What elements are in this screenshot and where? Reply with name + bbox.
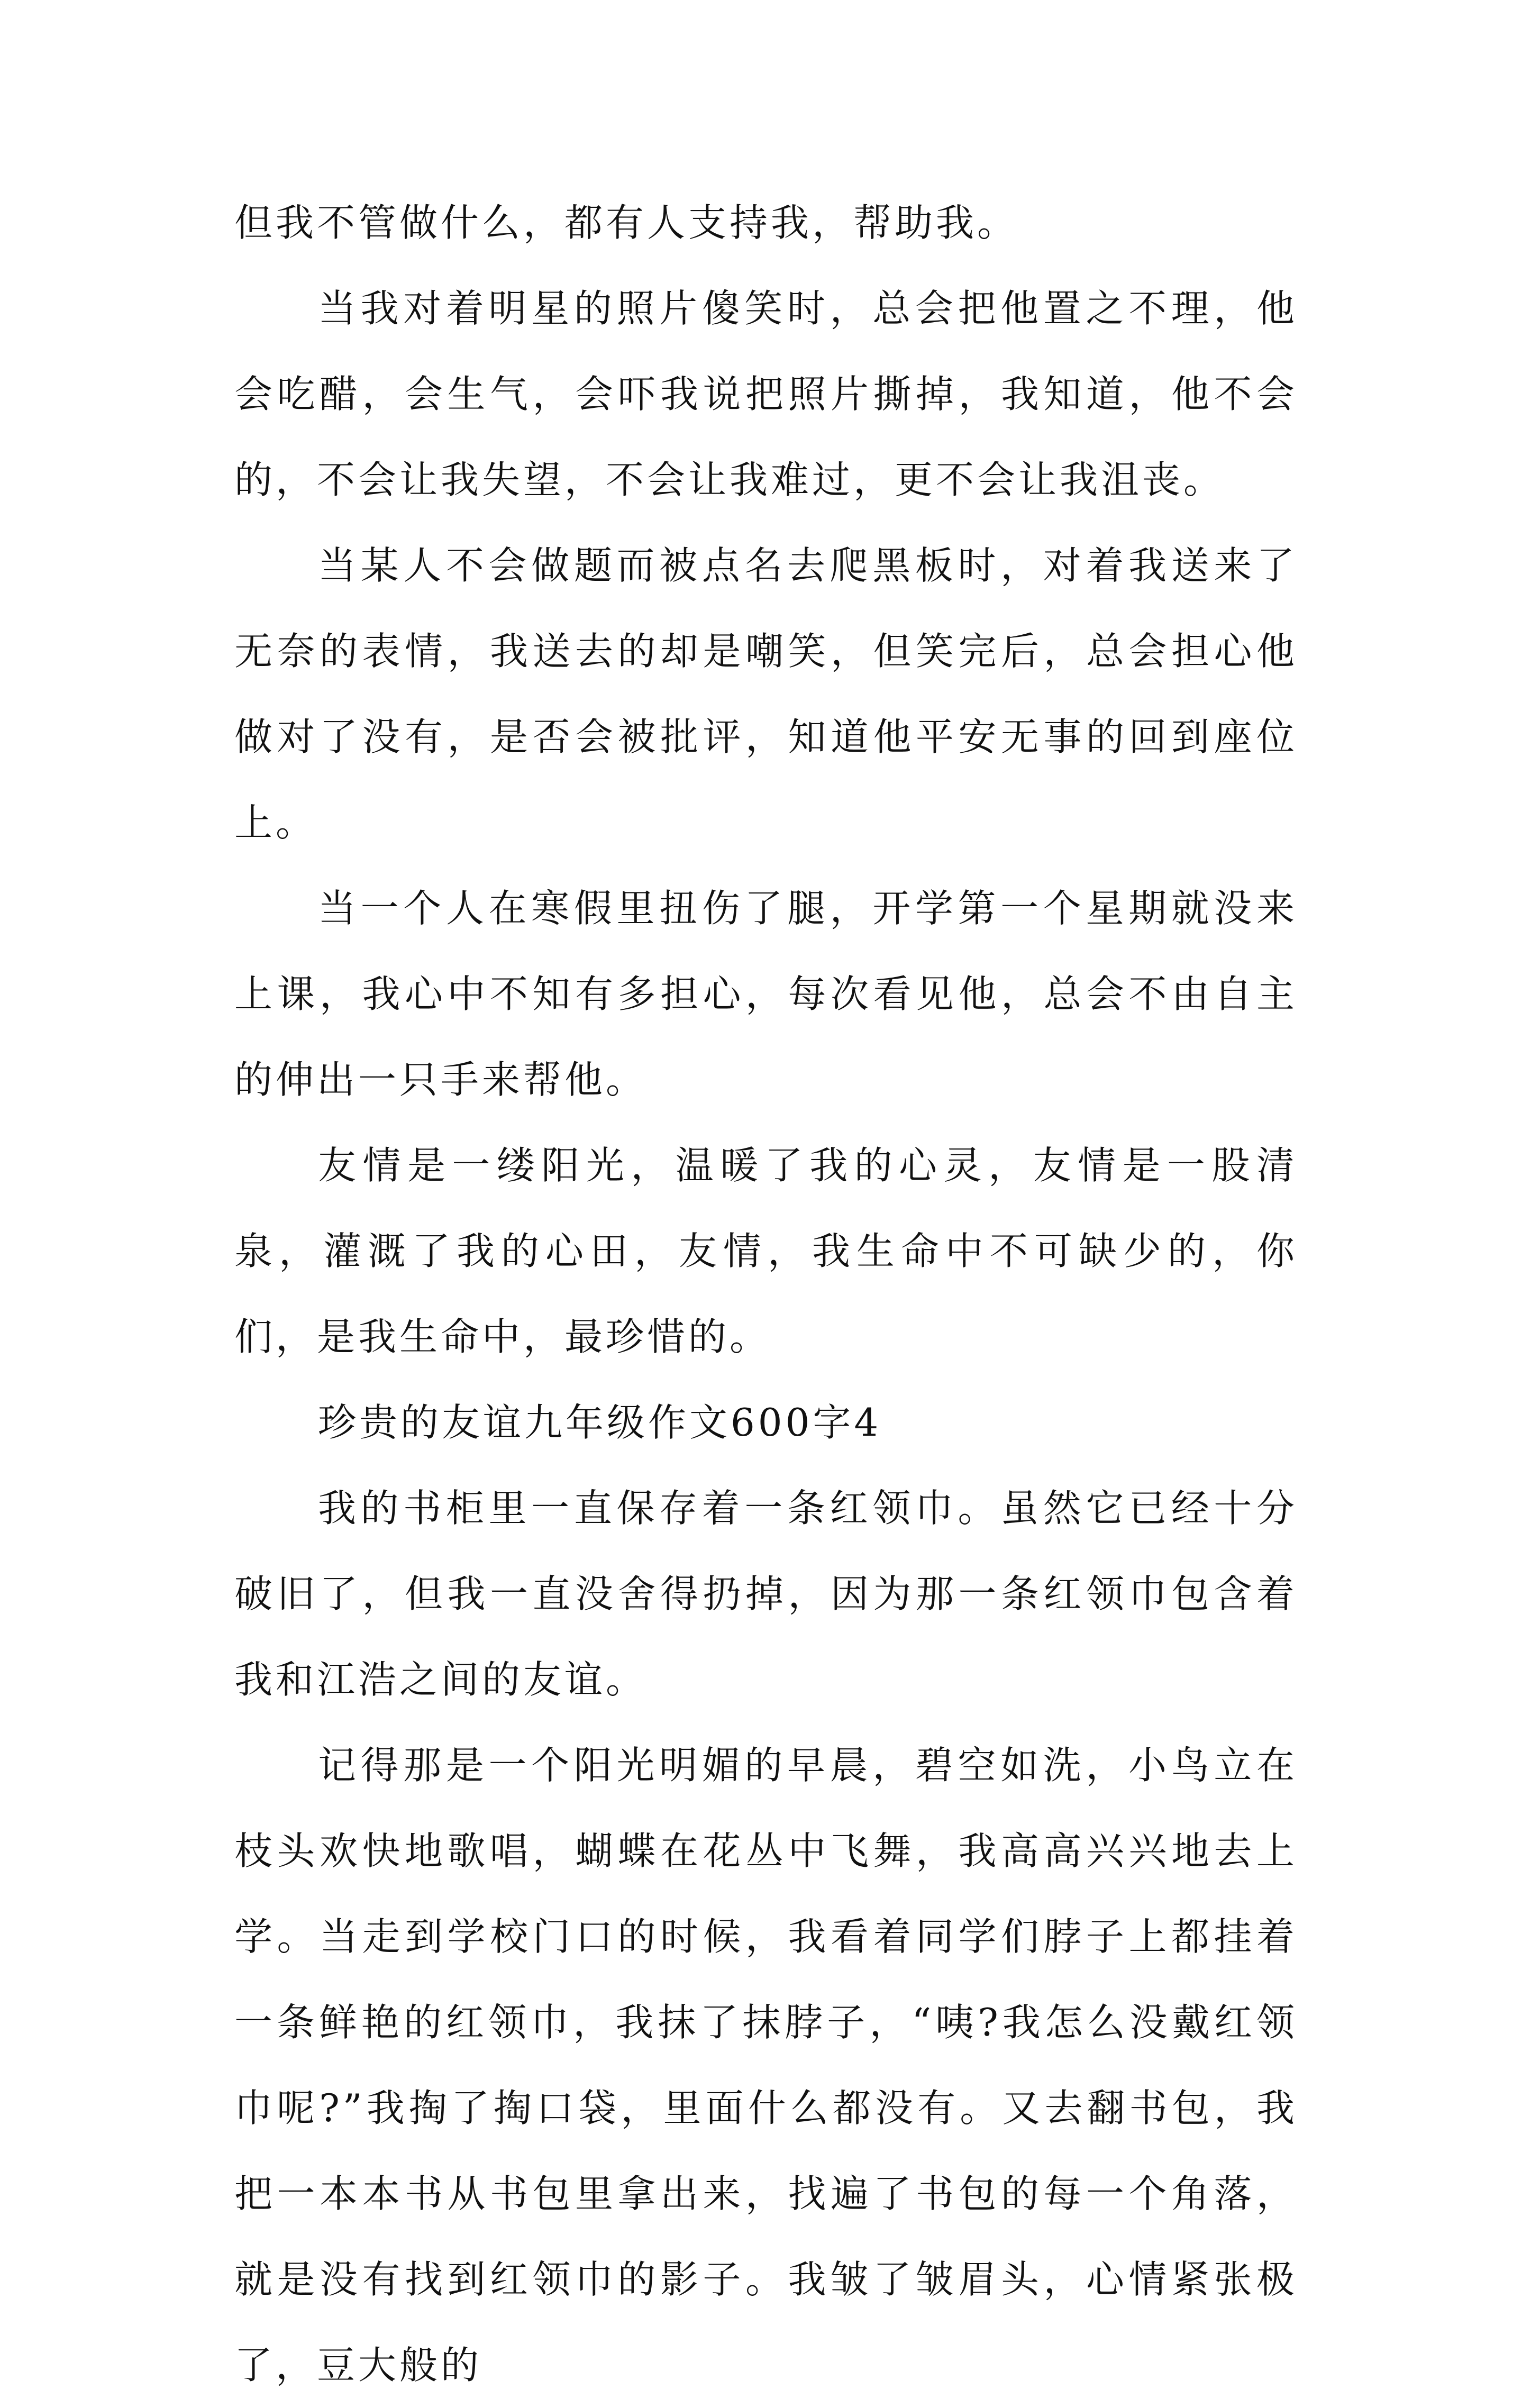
paragraph: 当我对着明星的照片傻笑时，总会把他置之不理，他会吃醋，会生气，会吓我说把照片撕掉，我知道，他不会的，不会让我失望，不会让我难过，更不会让我沮丧。	[234, 286, 1298, 502]
paragraph: 当一个人在寒假里扭伤了腿，开学第一个星期就没来上课，我心中不知有多担心，每次看见他，总会不由自主的伸出一只手来帮他。	[234, 886, 1298, 1102]
paragraph-continuation: 但我不管做什么，都有人支持我，帮助我。	[234, 200, 1019, 245]
essay-heading: 珍贵的友谊九年级作文600字4	[318, 1400, 882, 1445]
paragraph: 当某人不会做题而被点名去爬黑板时，对着我送来了无奈的表情，我送去的却是嘲笑，但笑完后，总会担心他做对了没有，是否会被批评，知道他平安无事的回到座位上。	[234, 543, 1298, 845]
paragraph: 我的书柜里一直保存着一条红领巾。虽然它已经十分破旧了，但我一直没舍得扔掉，因为那一条红领巾包含着我和江浩之间的友谊。	[234, 1486, 1298, 1702]
document-body	[234, 180, 1298, 2408]
paragraph: 记得那是一个阳光明媚的早晨，碧空如洗，小鸟立在枝头欢快地歌唱，蝴蝶在花丛中飞舞，我高高兴兴地去上学。当走到学校门口的时候，我看着同学们脖子上都挂着一条鲜艳的红领巾，我抹了抹脖子，“咦?我怎么没戴红领巾呢?”我掏了掏口袋，里面什么都没有。又去翻书包，我把一本本书从书包里拿出来，找遍了书包的每一个角落，就是没有找到红领巾的影子。我皱了皱眉头，心情紧张极了，豆大般的	[234, 1743, 1298, 2387]
paragraph: 友情是一缕阳光，温暖了我的心灵，友情是一股清泉，灌溉了我的心田，友情，我生命中不可缺少的，你们，是我生命中，最珍惜的。	[234, 1143, 1298, 1359]
